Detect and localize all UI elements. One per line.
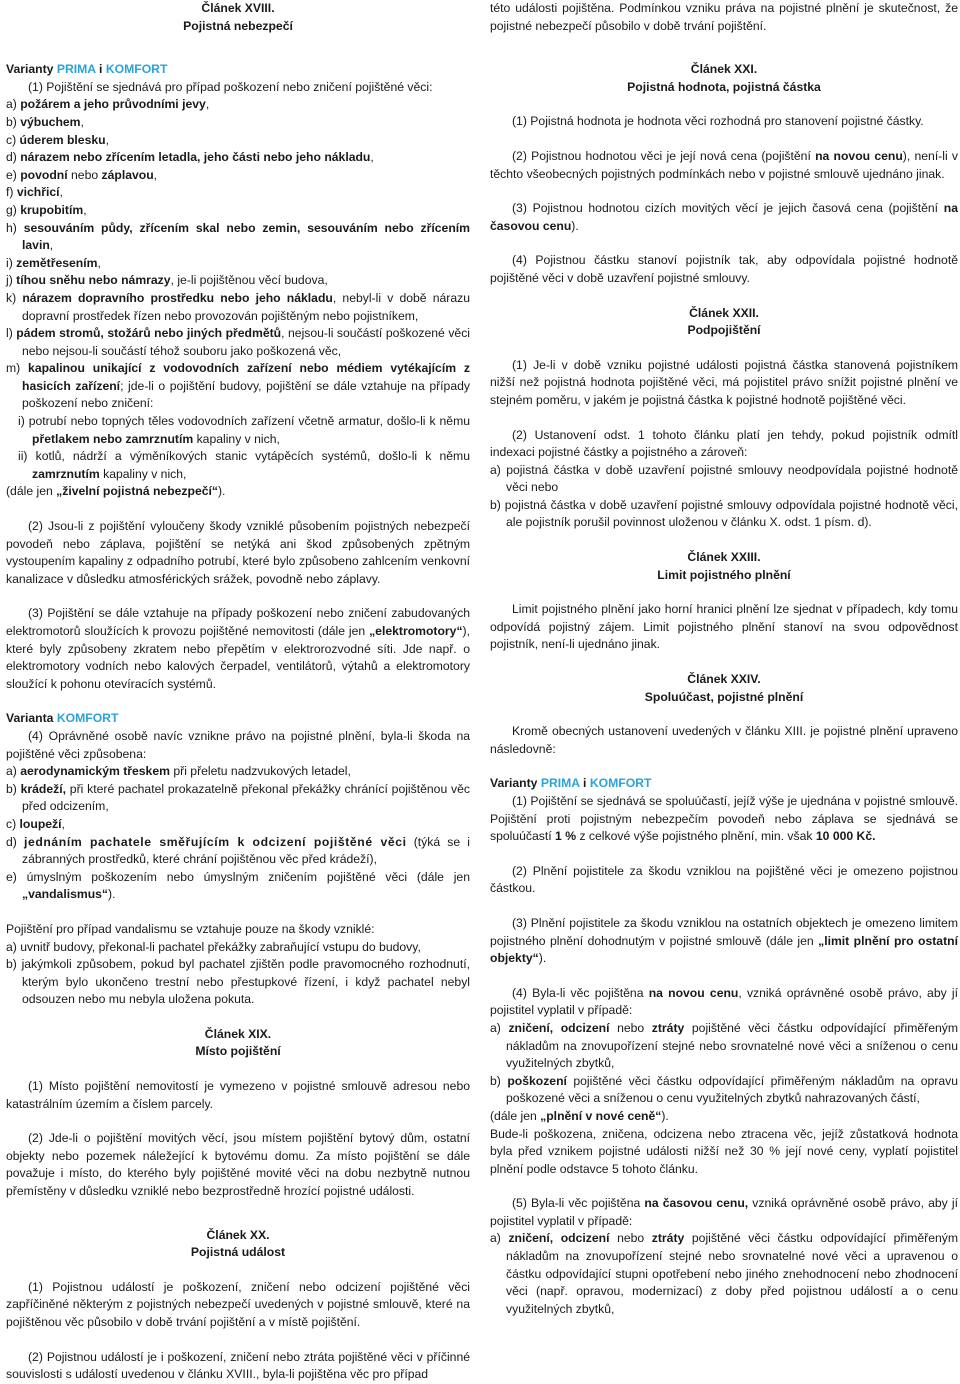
list-item-d: d) jednáním pachatele směřujícím k odcizení pojištěné věci (týká se i zábranných prostředků, které chrání pojištěnou věc před krádeží), (6, 834, 470, 867)
list-item: e) povodní nebo záplavou, (6, 167, 158, 182)
list-item: f) vichřicí, (6, 185, 63, 200)
list-item-m: m) kapalinou unikající z vodovodních zařízení nebo médiem vytékajícím z hasicích zařízení; jde-li o pojištění budovy, pojištění se dále vztahuje na případy poškození nebo zničení: (6, 361, 470, 411)
list-item: c) úderem blesku, (6, 132, 109, 147)
paragraph-3: (3) Pojištění se dále vztahuje na případy poškození nebo zničení zabudovaných elektromotorů sloužících k provozu pojištěné nemovitosti (dále jen „elektromotory“), které byly způsobeny zkratem nebo přepětím v elektrorozvodné síti. Jde např. o elektromotory vodních nebo kalových čerpadel, ventilátorů, výtahů a elektromotory sloužící k pohonu otevíracích systémů. (6, 606, 470, 691)
article-22-paragraph-1: (1) Je-li v době vzniku pojistné události pojistná částka stanovená pojistníkem nižší než pojistná hodnota pojištěné věci, má pojistitel právo snížit pojistné plnění ve stejném poměru, v jakém je pojistná částka k pojistné hodnotě pojištěné věci. (490, 357, 958, 407)
article-21-paragraph-4: (4) Pojistnou částku stanoví pojistník tak, aby odpovídala pojistné hodnotě pojištěné věci v době uzavření pojistné smlouvy. (490, 253, 958, 285)
article-19-subtitle: Místo pojištění (195, 1044, 281, 1059)
article-18-subtitle: Pojistná nebezpečí (183, 18, 293, 33)
article-19-paragraph-1: (1) Místo pojištění nemovitostí je vymezeno v pojistné smlouvě adresou nebo katastrálním územím a číslem parcely. (6, 1079, 470, 1111)
variant-heading: Varianty PRIMA i KOMFORT (6, 62, 168, 77)
article-21-title: Článek XXI. (690, 62, 758, 77)
variant-prima: PRIMA (56, 62, 96, 77)
article-21-paragraph-1: (1) Pojistná hodnota je hodnota věci rozhodná pro stanovení pojistné částky. (512, 114, 924, 129)
article-21-subtitle: Pojistná hodnota, pojistná částka (627, 79, 821, 94)
article-22-subtitle: Podpojištění (687, 323, 761, 338)
article-22-title: Článek XXII. (689, 305, 759, 320)
article-23-title: Článek XXIII. (687, 550, 761, 565)
variant-2-heading: Varianta KOMFORT (6, 711, 119, 726)
paragraph-1-intro: (1) Pojištění se sjednává pro případ poškození nebo zničení pojištěné věci: (28, 79, 433, 94)
article-20-paragraph-1: (1) Pojistnou událostí je poškození, zničení nebo odcizení pojištěné věci zapříčiněné některým z pojistných nebezpečí uvedených v pojistné smlouvě, které na pojištěnou věc působilo v době trvání pojištění a v místě pojištění. (6, 1279, 470, 1329)
article-21-paragraph-2: (2) Pojistnou hodnotou věci je její nová cena (pojištění na novou cenu), není-li v těchto všeobecných pojistných podmínkách nebo v pojistné smlouvě ujednáno jinak. (490, 148, 959, 181)
variant-komfort: KOMFORT (589, 776, 652, 791)
variant-komfort: KOMFORT (56, 711, 119, 726)
sub-item-ii: ii) kotlů, nádrží a výměníkových stanic vytápěcích systémů, došlo-li k němu zamrznutím kapaliny v nich, (18, 449, 470, 481)
article-24-title: Článek XXIV. (687, 672, 761, 687)
article-24-intro: Kromě obecných ustanovení uvedených v článku XIII. je pojistné plnění upraveno následovně: (490, 724, 958, 756)
list-item: d) nárazem nebo zřícením letadla, jeho části nebo jeho nákladu, (6, 150, 374, 165)
variant-komfort: KOMFORT (105, 62, 168, 77)
article-24-paragraph-5: (5) Byla-li věc pojištěna na časovou cenu, vzniká oprávněné osobě právo, aby jí pojistitel vyplatil v případě: (490, 1196, 958, 1228)
article-24-p4-definition: (dále jen „plnění v nové ceně“). (490, 1108, 669, 1123)
continuation-text: této události pojištěna. Podmínkou vzniku práva na pojistné plnění je skutečnost, že pojistné nebezpečí působilo v době trvání pojištění. (490, 1, 958, 33)
list-item: b) výbuchem, (6, 114, 84, 129)
article-21-paragraph-3: (3) Pojistnou hodnotou cizích movitých věcí je jejich časová cena (pojištění na časovou cenu). (490, 201, 958, 233)
article-24-p5-item-a: a) zničení, odcizení nebo ztráty pojištěné věci částku odpovídající přiměřeným nákladům na znovupořízení stejné nebo srovnatelné nové věci a upravenou o částku odpovídající stupni opotřebení nebo jiného znehodnocení nebo zhodnocení věci (např. opravou, modernizací) z doby před pojistnou událostí a o cenu využitelných zbytků, (490, 1231, 958, 1316)
list-item: j) tíhou sněhu nebo námrazy, je-li pojištěnou věcí budova, (6, 273, 328, 288)
list-item: i) zemětřesením, (6, 255, 101, 270)
article-23-paragraph: Limit pojistného plnění jako horní hranici plnění lze sjednat v případech, kdy tomu odpovídá pojistný zájem. Limit pojistného plnění stanoví na svou odpovědnost pojistník, není-li ujednáno jinak. (490, 602, 958, 652)
article-24-paragraph-2: (2) Plnění pojistitele za škodu vzniklou na pojištěné věci je omezeno pojistnou částkou. (490, 863, 958, 896)
article-22-item-b: b) pojistná částka v době uzavření pojistné smlouvy odpovídala pojistné hodnotě věci, ale pojistník porušil povinnost uloženou v článku X. odst. 1 písm. d). (490, 497, 958, 530)
paragraph-4-intro: (4) Oprávněné osobě navíc vznikne právo na pojistné plnění, byla-li škoda na pojištěné věci způsobena: (6, 728, 470, 761)
hazard-list (6, 96, 470, 290)
article-24-paragraph-1: (1) Pojištění se sjednává se spoluúčastí, jejíž výše je ujednána v pojistné smlouvě. Pojištění proti pojistným nebezpečím povodeň nebo záplava se sjednává se spoluúčastí 1 % z celkové výše pojistného plnění, min. však 10 000 Kč. (490, 794, 958, 844)
vandalism-item-b: b) jakýmkoli způsobem, pokud byl pachatel zjištěn podle pravomocného rozhodnutí, kterým bylo ukončeno trestní nebo přestupkové řízení, i když pachatel nebyl odsouzen nebo mu nebyla uložena pokuta. (6, 957, 470, 1007)
vandalism-intro: Pojištění pro případ vandalismu se vztahuje pouze na škody vzniklé: (6, 921, 375, 936)
list-item: g) krupobitím, (6, 202, 87, 217)
article-20-paragraph-2: (2) Pojistnou událostí je i poškození, zničení nebo ztráta pojištěné věci v příčinné souvislosti s událostí uvedenou v článku XVIII., byla-li pojištěna věc pro případ (6, 1349, 470, 1382)
article-23-subtitle: Limit pojistného plnění (657, 567, 791, 582)
list-item-k: k) nárazem dopravního prostředku nebo jeho nákladu, nebyl-li v době nárazu dopravní prostředek řízen nebo provozován pojištěným nebo pojistníkem, (6, 290, 470, 323)
list-item-e: e) úmyslným poškozením nebo úmyslným zničením pojištěné věci (dále jen „vandalismus“). (6, 869, 470, 902)
variant-heading: Varianty PRIMA i KOMFORT (490, 776, 652, 791)
article-24-paragraph-4: (4) Byla-li věc pojištěna na novou cenu, vzniká oprávněné osobě právo, aby jí pojistitel vyplatil v případě: (490, 985, 959, 1018)
left-column (6, 0, 470, 1384)
paragraph-2: (2) Jsou-li z pojištění vyloučeny škody vzniklé působením pojistných nebezpečí povodeň nebo záplava, pojištění se netýká ani škod způsobených zpětným vystoupením kapaliny z odpadního potrubí, které bylo způsobeno zahlcením venkovní kanalizace v důsledku atmosférických srážek, povodně nebo záplavy. (6, 519, 470, 586)
definition-natural-hazards: (dále jen „živelní pojistná nebezpečí“). (6, 484, 226, 499)
list-item-a: a) aerodynamickým třeskem při přeletu nadzvukových letadel, (6, 764, 351, 779)
vandalism-item-a: a) uvnitř budovy, překonal-li pachatel překážky zabraňující vstupu do budovy, (6, 939, 421, 954)
article-24-p4-tail: Bude-li poškozena, zničena, odcizena nebo ztracena věc, jejíž zůstatková hodnota byla před vznikem pojistné události nižší než 30 % její nové ceny, vyplatí pojistitel plnění podle odstavce 5 tohoto článku. (490, 1126, 958, 1176)
list-item: a) požárem a jeho průvodními jevy, (6, 97, 210, 112)
article-24-p4-item-b: b) poškození pojištěné věci částku odpovídající přiměřeným nákladům na opravu poškozené věci a sníženou o cenu využitelných zbytků nahrazovaných částí, (490, 1073, 958, 1106)
article-24-subtitle: Spoluúčast, pojistné plnění (644, 689, 804, 704)
article-24-paragraph-3: (3) Plnění pojistitele za škodu vzniklou na ostatních objektech je omezeno limitem pojistného plnění dohodnutým v pojistné smlouvě (dále jen „limit plnění pro ostatní objekty“). (490, 915, 958, 966)
sub-item-i: i) potrubí nebo topných těles vodovodních zařízení včetně armatur, došlo-li k němu přetlakem nebo zamrznutím kapaliny v nich, (18, 414, 470, 446)
article-20-title: Článek XX. (206, 1227, 270, 1242)
article-24-p4-item-a: a) zničení, odcizení nebo ztráty pojištěné věci částku odpovídající přiměřeným nákladům na znovupořízení stejné nebo srovnatelné nové věci a sníženou o cenu využitelných zbytků, (490, 1020, 958, 1071)
list-item: h) sesouváním půdy, zřícením skal nebo zemin, sesouváním nebo zřícením lavin, (6, 220, 470, 253)
article-22-item-a: a) pojistná částka v době uzavření pojistné smlouvy neodpovídala pojistné hodnotě věci nebo (490, 462, 958, 495)
article-19-title: Článek XIX. (204, 1026, 272, 1041)
variant-prima: PRIMA (540, 776, 580, 791)
article-18-title: Článek XVIII. (201, 1, 275, 15)
article-20-subtitle: Pojistná událost (190, 1245, 286, 1260)
list-item-l: l) pádem stromů, stožárů nebo jiných předmětů, nejsou-li součástí poškozené věci nebo nejsou-li součástí téhož souboru jako poškozená věc, (6, 326, 470, 358)
list-item-c: c) loupeží, (6, 816, 65, 831)
list-item-b: b) krádeží, při které pachatel prokazatelně překonal překážky chránící pojištěnou věc před odcizením, (6, 781, 470, 814)
article-19-paragraph-2: (2) Jde-li o pojištění movitých věcí, jsou místem pojištění bytový dům, ostatní objekty nebo pozemek náležející k bytovému domu. Za místo pojištění se dále považuje i místo, do kterého byly pojištěné movité věci na dobu nezbytně nutnou přemístěny v důsledku vzniklé nebo bezprostředně hrozící pojistné události. (6, 1131, 470, 1199)
right-column (490, 0, 958, 1318)
article-22-paragraph-2: (2) Ustanovení odst. 1 tohoto článku platí jen tehdy, pokud pojistník odmítl indexaci pojistné částky a pojistného a zároveň: (490, 427, 958, 460)
